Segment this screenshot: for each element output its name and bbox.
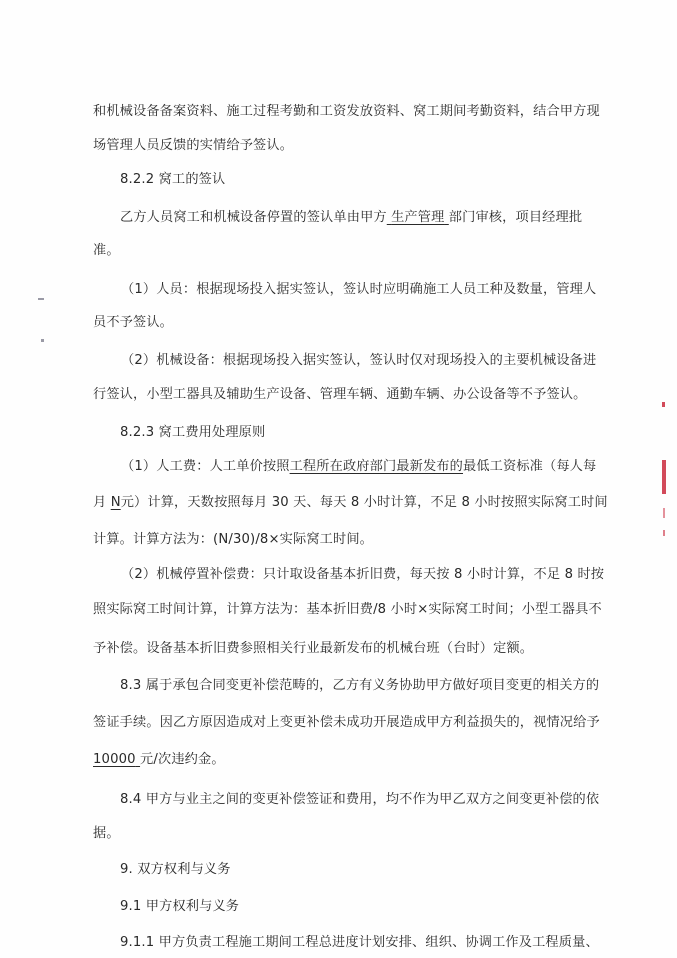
text-span: 元）计算，天数按照每月 30 天、每天 8 小时计算，不足 8 小时按照实际窝工时间 (120, 495, 608, 510)
section-heading-8-2-2: 8.2.2 窝工的签认 (120, 172, 226, 187)
filled-blank-department (387, 210, 449, 225)
scan-speck (41, 339, 44, 342)
paragraph-line: 8.4 甲方与业主之间的变更补偿签证和费用，均不作为甲乙双方之间变更补偿的依 (120, 792, 600, 807)
paragraph-line: 签证手续。因乙方原因造成对上变更补偿未成功开展造成甲方利益损失的，视情况给予 (93, 715, 600, 730)
paragraph-line: 场管理人员反馈的实情给予签认。 (93, 138, 294, 153)
filled-blank-penalty (93, 752, 140, 767)
margin-stamp-mark (662, 460, 666, 494)
underlined-text: 工程所在政府部门最新发布的 (289, 459, 463, 474)
blank-value: 生产管理 (391, 210, 445, 225)
text-span: 部门审核，项目经理批 (448, 210, 583, 225)
paragraph-line: 和机械设备备案资料、施工过程考勤和工资发放资料、窝工期间考勤资料，结合甲方现 (93, 104, 600, 119)
paragraph-line (93, 751, 573, 769)
section-heading-9: 9. 双方权利与义务 (120, 862, 231, 877)
scan-speck (38, 298, 44, 300)
blank-value: 10000 (93, 752, 136, 767)
text-span: 月 (93, 495, 107, 510)
paragraph-line: 予补偿。设备基本折旧费参照相关行业最新发布的机械台班（台时）定额。 (93, 641, 534, 656)
section-heading-8-2-3: 8.2.3 窝工费用处理原则 (120, 425, 266, 440)
paragraph-line: 行签认，小型工器具及辅助生产设备、管理车辆、通勤车辆、办公设备等不予签认。 (93, 387, 587, 402)
paragraph-line: 准。 (93, 243, 120, 258)
text-span: （1）人工费：人工单价按照 (121, 459, 290, 474)
paragraph-line: 9.1.1 甲方负责工程施工期间工程总进度计划安排、组织、协调工作及工程质量、 (120, 935, 599, 950)
text-span: 最低工资标准（每人每 (462, 459, 597, 474)
paragraph-line: （2）机械设备：根据现场投入据实签认，签认时仅对现场投入的主要机械设备进 (121, 353, 597, 368)
margin-stamp-mark (662, 402, 665, 407)
paragraph-line: （2）机械停置补偿费：只计取设备基本折旧费，每天按 8 小时计算，不足 8 时按 (121, 567, 605, 582)
paragraph-line: 照实际窝工时间计算，计算方法为：基本折旧费/8 小时×实际窝工时间；小型工器具不 (93, 602, 602, 617)
paragraph-line: 8.3 属于承包合同变更补偿范畴的，乙方有义务协助甲方做好项目变更的相关方的 (120, 678, 600, 693)
section-heading-9-1: 9.1 甲方权利与义务 (120, 899, 240, 914)
text-span: 乙方人员窝工和机械设备停置的签认单由甲方 (120, 210, 387, 225)
paragraph-line: 据。 (93, 826, 120, 841)
text-span: 元/次违约金。 (140, 752, 225, 767)
paragraph-line: （1）人员：根据现场投入据实签认，签认时应明确施工人员工种及数量，管理人 (121, 282, 597, 297)
paragraph-line: 员不予签认。 (93, 315, 174, 330)
paragraph-line (93, 494, 608, 512)
paragraph-line (121, 458, 601, 476)
filled-blank-wage: N (110, 495, 121, 510)
paragraph-line: 计算。计算方法为：(N/30)/8×实际窝工时间。 (93, 532, 374, 547)
margin-stamp-mark (663, 530, 665, 536)
margin-stamp-mark (663, 508, 665, 518)
paragraph-line (120, 209, 600, 227)
